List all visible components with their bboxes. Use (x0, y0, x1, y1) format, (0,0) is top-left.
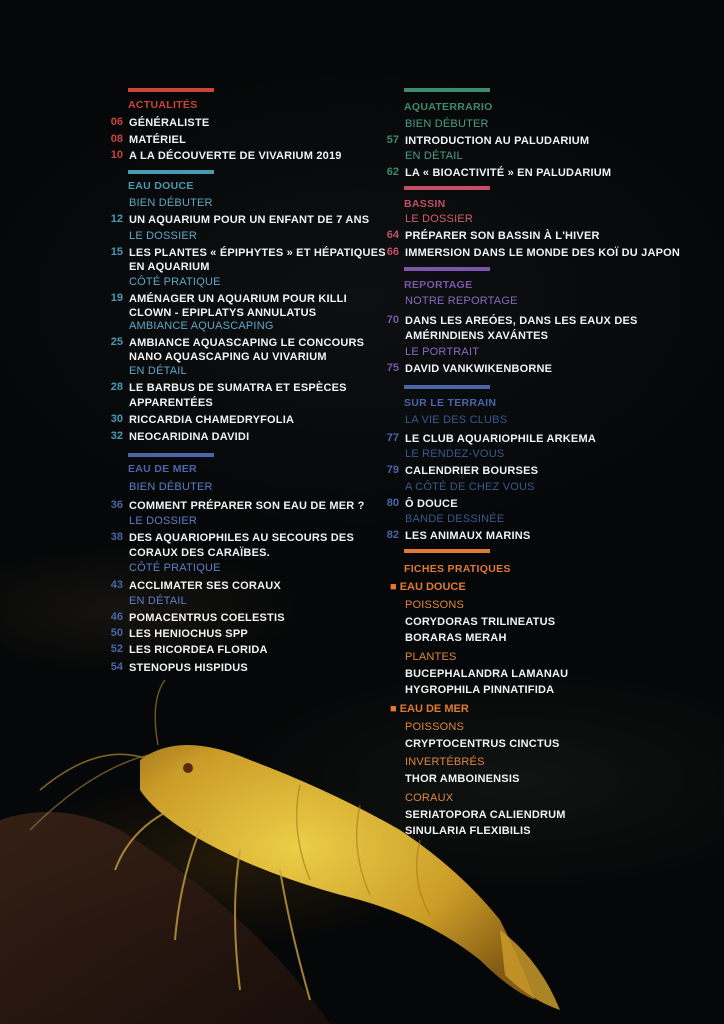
section-title: EAU DE MER (128, 463, 197, 475)
entry-title: MATÉRIEL (129, 134, 187, 146)
entry-title: NEOCARIDINA DAVIDI (129, 431, 250, 443)
page-number: 77 (386, 432, 399, 444)
subsection-label: LE RENDEZ-VOUS (405, 448, 505, 460)
entry-title: POMACENTRUS COELESTIS (129, 612, 285, 624)
entry-title: DAVID VANKWIKENBORNE (405, 363, 553, 375)
section-title: FICHES PRATIQUES (404, 563, 511, 575)
section-title: BASSIN (404, 198, 446, 210)
entry-title: LES RICORDEA FLORIDA (129, 644, 268, 656)
page-number: 08 (110, 133, 123, 145)
fiche-entry[interactable]: THOR AMBOINENSIS (405, 773, 520, 785)
subsection-label: POISSONS (405, 721, 465, 733)
entry-title-line2: EN AQUARIUM (129, 261, 210, 273)
page-number: 28 (110, 381, 123, 393)
entry-title: PRÉPARER SON BASSIN À L'HIVER (405, 230, 600, 242)
subsection-label: CORAUX (405, 792, 454, 804)
subsection-label: BIEN DÉBUTER (129, 481, 213, 493)
subsection-label: AMBIANCE AQUASCAPING (129, 320, 274, 332)
page-number: 80 (386, 497, 399, 509)
section-bar (404, 549, 490, 553)
entry-title: STENOPUS HISPIDUS (129, 662, 248, 674)
page-number: 82 (386, 529, 399, 541)
entry-title: LES HENIOCHUS SPP (129, 628, 248, 640)
entry-title-line1: DANS LES AREÓES, DANS LES EAUX DES (405, 315, 638, 327)
subsection-label: INVERTÉBRÉS (405, 756, 485, 768)
page-number: 66 (386, 246, 399, 258)
section-title: SUR LE TERRAIN (404, 397, 497, 409)
fiche-entry[interactable]: SERIATOPORA CALIENDRUM (405, 809, 566, 821)
subsection-label: LE DOSSIER (129, 230, 198, 242)
page-number: 64 (386, 229, 399, 241)
page-number: 50 (110, 627, 123, 639)
entry-title: COMMENT PRÉPARER SON EAU DE MER ? (129, 500, 365, 512)
page-number: 54 (110, 661, 123, 673)
page-number: 10 (110, 149, 123, 161)
category-eau-de-mer: ■ EAU DE MER (390, 703, 469, 715)
subsection-label: PLANTES (405, 651, 457, 663)
section-bar (404, 186, 490, 190)
entry-title-line1: LE BARBUS DE SUMATRA ET ESPÈCES (129, 382, 347, 394)
entry-title: LE CLUB AQUARIOPHILE ARKEMA (405, 433, 596, 445)
entry-title-line2: CLOWN - EPIPLATYS ANNULATUS (129, 307, 317, 319)
entry-title: UN AQUARIUM POUR UN ENFANT DE 7 ANS (129, 214, 370, 226)
subsection-label: LE DOSSIER (129, 515, 198, 527)
entry-title-line2: AMÉRINDIENS XAVÁNTES (405, 330, 549, 342)
subsection-label: A CÔTÉ DE CHEZ VOUS (405, 481, 535, 493)
entry-title-line2: APPARENTÉES (129, 397, 213, 409)
entry-title-line1: AMBIANCE AQUASCAPING LE CONCOURS (129, 337, 365, 349)
section-bar (128, 170, 214, 174)
page-number: 19 (110, 292, 123, 304)
entry-title-line2: CORAUX DES CARAÏBES. (129, 547, 270, 559)
section-bar (404, 267, 490, 271)
section-bar (404, 88, 490, 92)
entry-title: ACCLIMATER SES CORAUX (129, 580, 281, 592)
subsection-label: LA VIE DES CLUBS (405, 414, 508, 426)
subsection-label: EN DÉTAIL (405, 150, 463, 162)
page-number: 79 (386, 464, 399, 476)
page-number: 38 (110, 531, 123, 543)
fiche-entry[interactable]: BORARAS MERAH (405, 632, 507, 644)
page-number: 32 (110, 430, 123, 442)
subsection-label: CÔTÉ PRATIQUE (129, 562, 221, 574)
entry-title-line1: LES PLANTES « ÉPIPHYTES » ET HÉPATIQUES (129, 247, 386, 259)
section-title: REPORTAGE (404, 279, 473, 291)
entry-title: CALENDRIER BOURSES (405, 465, 539, 477)
page-number: 43 (110, 579, 123, 591)
subsection-label: LE PORTRAIT (405, 346, 480, 358)
entry-title-line1: DES AQUARIOPHILES AU SECOURS DES (129, 532, 355, 544)
subsection-label: LE DOSSIER (405, 213, 474, 225)
entry-title: A LA DÉCOUVERTE DE VIVARIUM 2019 (129, 150, 342, 162)
entry-title: Ô DOUCE (405, 498, 458, 510)
page-number: 62 (386, 166, 399, 178)
subsection-label: BIEN DÉBUTER (405, 118, 489, 130)
subsection-label: BIEN DÉBUTER (129, 197, 213, 209)
category-eau-douce: ■ EAU DOUCE (390, 581, 466, 593)
page-number: 57 (386, 134, 399, 146)
page-number: 12 (110, 213, 123, 225)
subsection-label: EN DÉTAIL (129, 365, 187, 377)
subsection-label: CÔTÉ PRATIQUE (129, 276, 221, 288)
section-bar (128, 88, 214, 92)
subsection-label: BANDE DESSINÉE (405, 513, 505, 525)
section-title: AQUATERRARIO (404, 101, 493, 113)
fiche-entry[interactable]: BUCEPHALANDRA LAMANAU (405, 668, 569, 680)
fiche-entry[interactable]: CORYDORAS TRILINEATUS (405, 616, 556, 628)
page-number: 75 (386, 362, 399, 374)
section-bar (128, 453, 214, 457)
section-bar (404, 385, 490, 389)
subsection-label: EN DÉTAIL (129, 595, 187, 607)
subsection-label: POISSONS (405, 599, 465, 611)
entry-title: RICCARDIA CHAMEDRYFOLIA (129, 414, 295, 426)
entry-title: IMMERSION DANS LE MONDE DES KOÏ DU JAPON (405, 247, 681, 259)
page-number: 36 (110, 499, 123, 511)
section-title: ACTUALITÉS (128, 99, 198, 111)
page-number: 30 (110, 413, 123, 425)
page-number: 70 (386, 314, 399, 326)
fiche-entry[interactable]: SINULARIA FLEXIBILIS (405, 825, 531, 837)
subsection-label: NOTRE REPORTAGE (405, 295, 518, 307)
page-number: 06 (110, 116, 123, 128)
section-title: EAU DOUCE (128, 180, 194, 192)
page-number: 46 (110, 611, 123, 623)
entry-title: LES ANIMAUX MARINS (405, 530, 531, 542)
fiche-entry[interactable]: CRYPTOCENTRUS CINCTUS (405, 738, 560, 750)
entry-title: LA « BIOACTIVITÉ » EN PALUDARIUM (405, 167, 612, 179)
entry-title-line1: AMÉNAGER UN AQUARIUM POUR KILLI (129, 293, 347, 305)
page-number: 25 (110, 336, 123, 348)
page-number: 15 (110, 246, 123, 258)
entry-title-line2: NANO AQUASCAPING AU VIVARIUM (129, 351, 327, 363)
fiche-entry[interactable]: HYGROPHILA PINNATIFIDA (405, 684, 555, 696)
page-number: 52 (110, 643, 123, 655)
entry-title: INTRODUCTION AU PALUDARIUM (405, 135, 590, 147)
entry-title: GÉNÉRALISTE (129, 117, 210, 129)
